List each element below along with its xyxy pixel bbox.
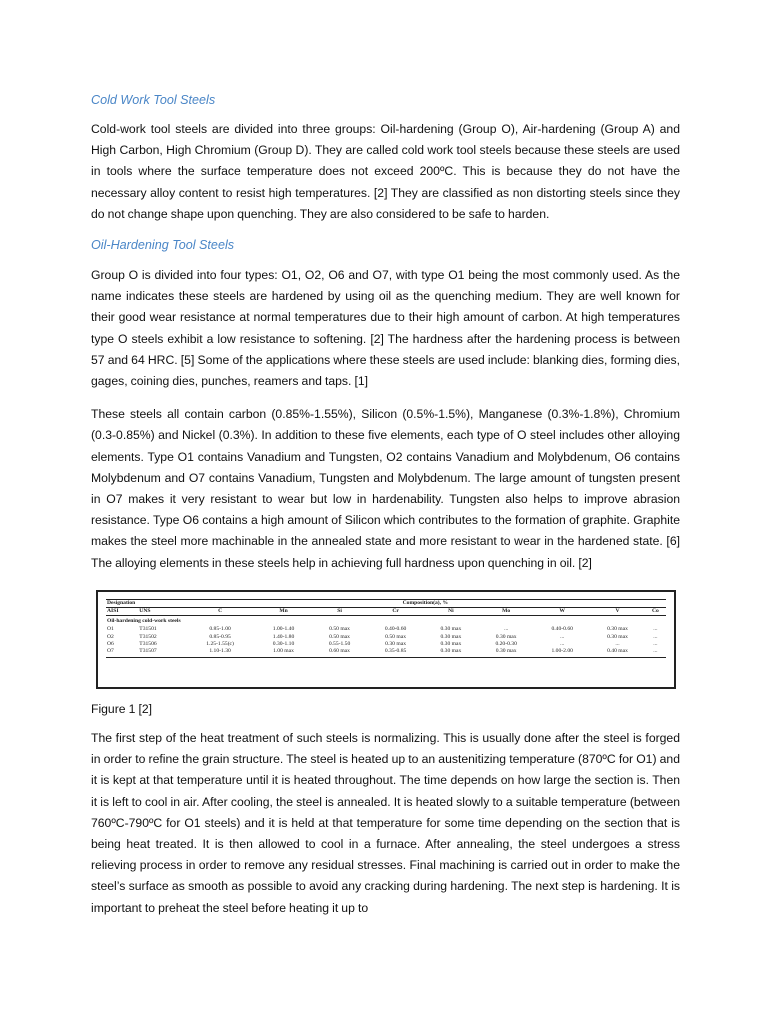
table-cell: ... [653, 626, 658, 633]
table-cell: 0.35-0.85 [368, 648, 424, 657]
table-cell: 0.50 max [329, 633, 350, 640]
col-header: Mn [256, 607, 312, 615]
table-cell: 0.55-1.50 [328, 641, 351, 648]
table-cell: 0.50 max [385, 633, 406, 640]
col-header: Si [312, 607, 368, 615]
table-cell: T31501 [139, 626, 157, 633]
table-cell: 0.30 max [440, 633, 462, 640]
table-cell: ... [504, 626, 509, 633]
table-cell: T31507 [138, 648, 184, 657]
table-cell: 0.50 max [329, 626, 350, 633]
table-cell: T31506 [139, 641, 157, 648]
table-cell: O2 [107, 633, 114, 640]
table-cell: 0.30 max [440, 641, 462, 648]
table-cell: 1.00-1.40 [272, 626, 295, 633]
table-cell: ... [645, 648, 666, 657]
table-cell: 0.40-0.60 [384, 626, 407, 633]
table-cell: 1.40-1.80 [272, 633, 295, 640]
section-heading-cold-work: Cold Work Tool Steels [91, 93, 216, 107]
paragraph-heat-treatment: The first step of the heat treatment of such steels is normalizing. This is usually done after the steel is forged in order to refine the grain structure. The steel is heated up to an austenitizing temperature (870ºC for O1) and it is kept at that temperature until it is heated throughout. The time depends on how large the section is. Then it is left to cool in air. After cooling, the steel is annealed. It is heated slowly to a suitable temperature (between 760ºC-790ºC for O1 steels) and it is held at that temperature for some time depending on the section that is being heat treated. It is then allowed to cool in a furnace. After annealing, the steel undergoes a stress relieving process in order to remove any residual stresses. Final machining is carried out in order to make the steel’s surface as smooth as possible to avoid any cracking during hardening. The next step is hardening. It is important to preheat the steel before heating it up to [91, 731, 680, 915]
table-cell: 0.30 max [385, 641, 406, 648]
table-cell: ... [560, 633, 565, 640]
table-cell: ... [653, 641, 658, 648]
section-heading-oil-hardening: Oil-Hardening Tool Steels [91, 238, 235, 253]
table-row [106, 626, 666, 633]
table-cell: 0.30 max [478, 648, 534, 657]
figure-composition-table [96, 590, 676, 689]
table-cell: 0.30 max [424, 648, 479, 657]
table-cell: T31502 [139, 633, 157, 640]
table-cell: 0.85-0.95 [209, 633, 231, 640]
table-cell: 0.30 max [607, 633, 628, 640]
table-cell: 1.00 max [256, 648, 312, 657]
composition-table [106, 599, 666, 658]
table-cell: O6 [107, 641, 114, 648]
table-cell: 0.40-0.60 [551, 626, 573, 633]
table-cell: 0.40 max [590, 648, 645, 657]
col-header: W [534, 607, 590, 615]
table-cell: 0.30 max [495, 633, 517, 640]
col-header: Cr [368, 607, 424, 615]
table-cell: ... [615, 641, 620, 648]
paragraph-composition: These steels all contain carbon (0.85%-1.55%), Silicon (0.5%-1.5%), Manganese (0.3%-1.8%), Chromium (0.3-0.85%) and Nickel (0.3%). In addition to these five elements, each type of O steel includes other alloying elements. Type O1 contains Vanadium and Tungsten, O2 contains Vanadium and Molybdenum, O6 contains Molybdenum and O7 contains Vanadium, Tungsten and Molybdenum. The large amount of tungsten present in O7 makes it very resistant to wear but low in hardenability. Tungsten also helps to improve abrasion resistance. Type O6 contains a high amount of Silicon which contributes to the formation of graphite. Graphite makes the steel more machinable in the annealed state and more resistant to wear in the hardened state. [6] The alloying elements in these steels help in achieving full hardness upon quenching in oil. [2] [91, 407, 680, 570]
designation-header: Designation [106, 599, 185, 607]
col-header: C [185, 607, 256, 615]
table-cell: 0.20-0.30 [495, 641, 517, 648]
table-group-label: Oil-hardening cold-work steels [107, 617, 181, 624]
col-header: V [590, 607, 645, 615]
paragraph-intro: Cold-work tool steels are divided into three groups: Oil-hardening (Group O), Air-hardening (Group A) and High Carbon, High Chromium (Group D). They are called cold work tool steels because these steels are used in tools where the surface temperature does not exceed 200ºC. This is because they do not have the necessary alloy content to resist high temperatures. [2] They are classified as non distorting steels since they do not change shape upon quenching. They are also considered to be safe to harden. [91, 122, 680, 221]
figure-caption: Figure 1 [2] [91, 701, 153, 716]
col-header: UNS [138, 607, 184, 615]
table-cell: 0.85-1.00 [209, 626, 231, 633]
col-header: AISI [106, 607, 138, 615]
col-header: Mo [478, 607, 534, 615]
composition-header: Composition(a), % [185, 599, 666, 607]
table-cell: ... [653, 633, 658, 640]
table-row [106, 634, 666, 641]
col-header: Co [645, 607, 666, 615]
col-header: Ni [424, 607, 479, 615]
table-cell: ... [560, 641, 565, 648]
table-row [106, 648, 666, 657]
table-cell: 1.25-1.55(c) [206, 641, 234, 648]
table-row [106, 641, 666, 648]
paragraph-group-o: Group O is divided into four types: O1, O2, O6 and O7, with type O1 being the most commonly used. As the name indicates these steels are hardened by using oil as the quenching medium. They are well known for their good wear resistance at normal temperatures due to their high amount of carbon. At high temperatures type O steels exhibit a low resistance to softening. [2] The hardness after the hardening process is between 57 and 64 HRC. [5] Some of the applications where these steels are used include: blanking dies, forming dies, gages, coining dies, punches, reamers and taps. [1] [91, 268, 680, 389]
table-cell: O1 [107, 626, 114, 633]
table-cell: 0.30 max [607, 626, 628, 633]
table-cell: 0.30 max [440, 626, 462, 633]
table-cell: O7 [106, 648, 138, 657]
document-body [91, 93, 680, 919]
table-cell: 0.60 max [312, 648, 368, 657]
table-cell: 1.10-1.30 [185, 648, 256, 657]
table-cell: 1.00-2.00 [534, 648, 590, 657]
table-cell: 0.30-1.10 [272, 641, 295, 648]
